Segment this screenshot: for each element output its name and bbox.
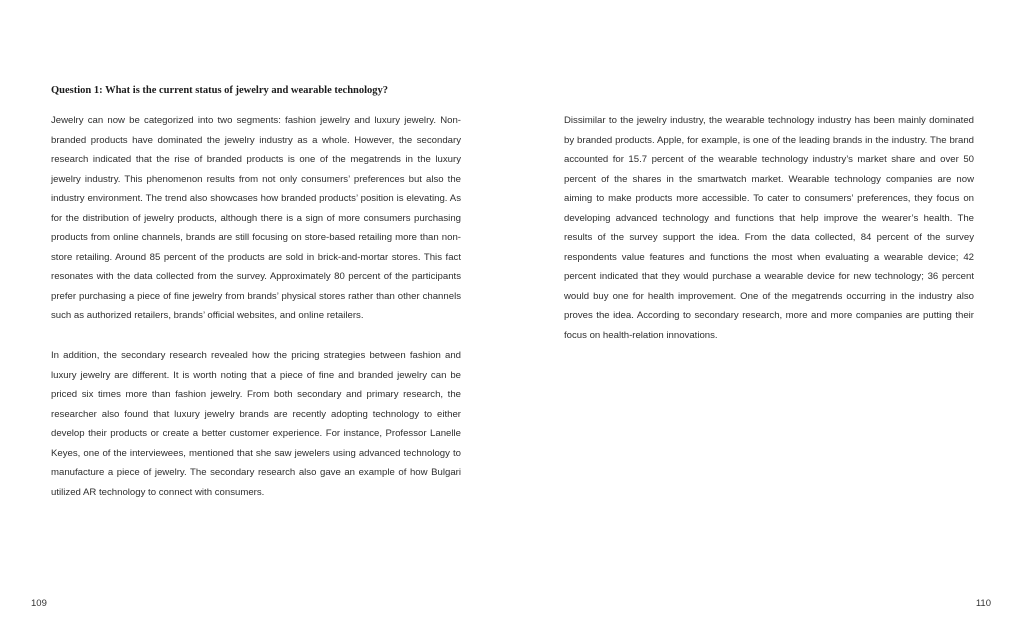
right-page: [512, 0, 1024, 640]
question-heading: Question 1: What is the current status of jewelry and wearable technology?: [51, 85, 389, 96]
page-number-left: 109: [31, 598, 47, 609]
paragraph-jewelry-segments: Jewelry can now be categorized into two segments: fashion jewelry and luxury jewelry. Non-branded products have dominated the jewelry industry as a whole. However, the secondary research indicated that the rise of branded products is one of the megatrends in the luxury jewelry industry. This phenomenon results from not only consumers’ preferences but also the industry environment. The trend also showcases how branded products’ position is elevating. As for the distribution of jewelry products, although there is a sign of more consumers purchasing products from online channels, brands are still focusing on store-based retailing more than non-store retailing. Around 85 percent of the products are sold in brick-and-mortar stores. This fact resonates with the data collected from the survey. Approximately 80 percent of the participants prefer purchasing a piece of fine jewelry from brands’ physical stores rather than other channels such as authorized retailers, brands’ official websites, and online retailers.: [51, 115, 461, 322]
paragraph-wearable-technology: Dissimilar to the jewelry industry, the wearable technology industry has been mainly dominated by branded products. Apple, for example, is one of the leading brands in the industry. The brand accounted for 15.7 percent of the wearable technology industry’s market share and over 50 percent of the shares in the smartwatch market. Wearable technology companies are now aiming to make products more accessible. To cater to consumers’ preferences, they focus on developing advanced technology and functions that help improve the wearer’s health. The results of the survey support the idea. From the data collected, 84 percent of the survey respondents value features and functions the most when evaluating a wearable device; 42 percent indicated that they would purchase a wearable device for new technology; 36 percent would buy one for health improvement. One of the megatrends occurring in the industry also proves the idea. According to secondary research, more and more companies are putting their focus on health-relation innovations.: [564, 115, 974, 342]
page-number-right: 110: [975, 598, 991, 609]
paragraph-pricing-strategies: In addition, the secondary research revealed how the pricing strategies between fashion and luxury jewelry are different. It is worth noting that a piece of fine and branded jewelry can be priced six times more than fashion jewelry. From both secondary and primary research, the researcher also found that luxury jewelry brands are recently adopting technology to either develop their products or create a better customer experience. For instance, Professor Lanelle Keyes, one of the interviewees, mentioned that she saw jewelers using advanced technology to manufacture a piece of jewelry. The secondary research also gave an example of how Bulgari utilized AR technology to connect with consumers.: [51, 350, 461, 498]
